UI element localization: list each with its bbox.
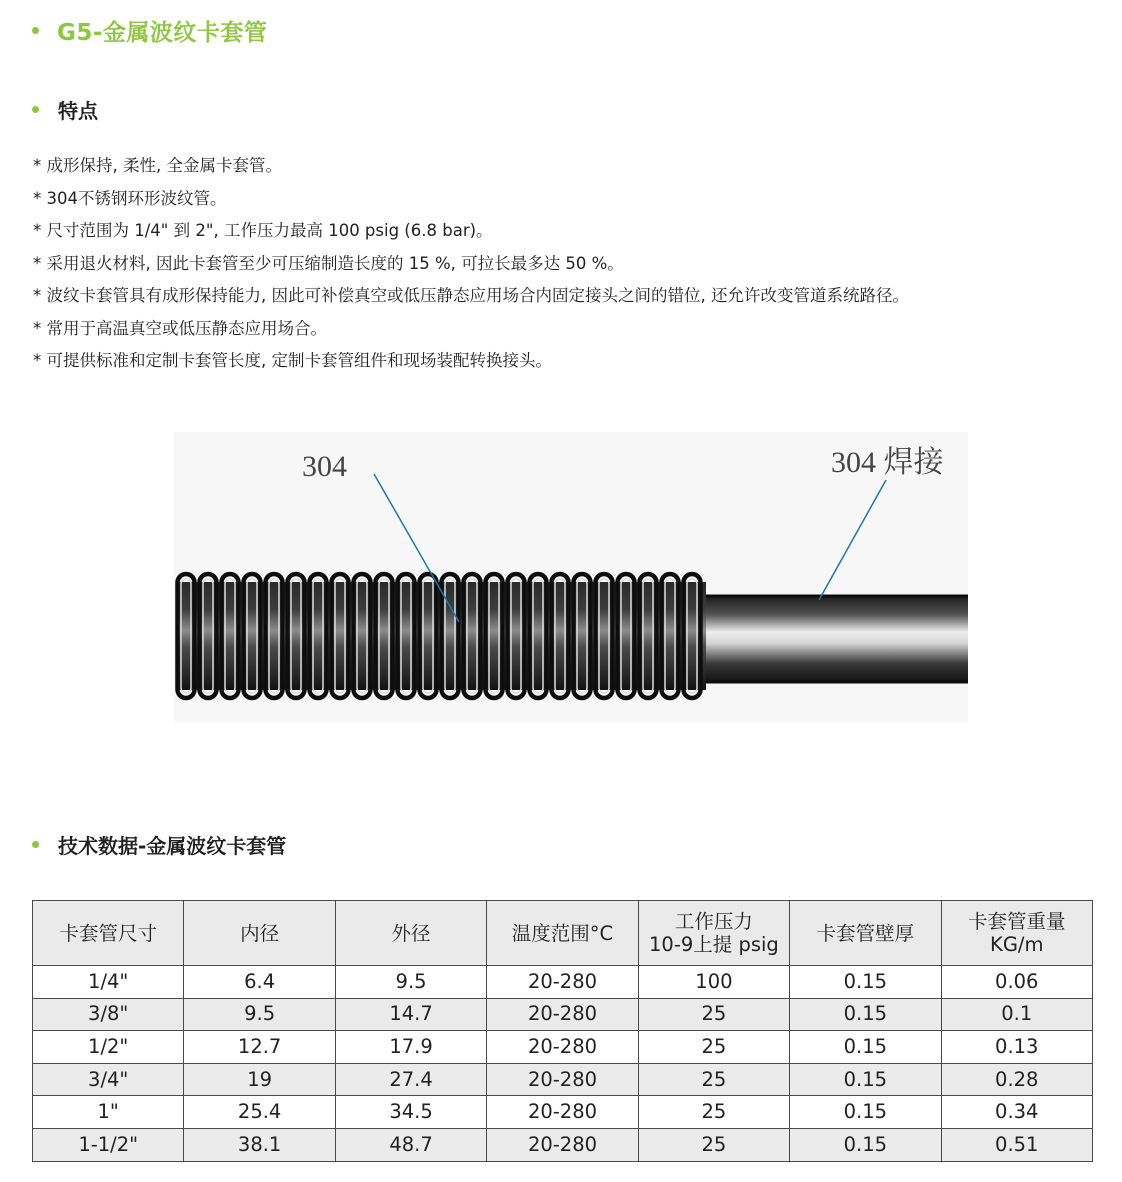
features-heading: 特点 <box>58 99 98 123</box>
corrugated-tube-diagram <box>174 432 968 722</box>
table-cell: 0.15 <box>790 998 941 1031</box>
feature-item: * 采用退火材料, 因此卡套管至少可压缩制造长度的 15 %, 可拉长最多达 50 %。 <box>33 253 624 273</box>
table-cell: 0.1 <box>941 998 1092 1031</box>
table-cell: 0.15 <box>790 966 941 999</box>
table-cell: 0.06 <box>941 966 1092 999</box>
table-cell: 0.15 <box>790 1031 941 1064</box>
tech-heading: 技术数据-金属波纹卡套管 <box>58 834 287 858</box>
table-cell: 20-280 <box>487 1031 638 1064</box>
table-cell: 100 <box>638 966 789 999</box>
table-cell: 1-1/2" <box>33 1128 184 1161</box>
feature-item: * 304不锈钢环形波纹管。 <box>33 188 227 208</box>
table-row <box>33 966 1093 999</box>
page-title-row <box>32 14 267 47</box>
table-cell: 25 <box>638 1096 789 1129</box>
table-cell: 1" <box>33 1096 184 1129</box>
column-header: 工作压力 10-9上提 psig <box>638 901 789 966</box>
table-row <box>33 1063 1093 1096</box>
table-row <box>33 1031 1093 1064</box>
table-cell: 20-280 <box>487 1096 638 1129</box>
feature-item: * 波纹卡套管具有成形保持能力, 因此可补偿真空或低压静态应用场合内固定接头之间的错位, 还允许改变管道系统路径。 <box>33 286 909 305</box>
table-cell: 1/2" <box>33 1031 184 1064</box>
feature-item: * 成形保持, 柔性, 全金属卡套管。 <box>33 156 282 175</box>
table-cell: 20-280 <box>487 998 638 1031</box>
table-cell: 34.5 <box>335 1096 486 1129</box>
column-header: 卡套管重量 KG/m <box>941 901 1092 966</box>
feature-item: * 可提供标准和定制卡套管长度, 定制卡套管组件和现场装配转换接头。 <box>33 351 552 370</box>
table-cell: 9.5 <box>184 998 335 1031</box>
table-body <box>33 966 1093 1162</box>
tech-heading-row <box>32 830 286 859</box>
table-row <box>33 1096 1093 1129</box>
column-header: 外径 <box>335 901 486 966</box>
table-cell: 0.15 <box>790 1096 941 1129</box>
table-row <box>33 998 1093 1031</box>
features-heading-row <box>32 95 98 124</box>
table-cell: 9.5 <box>335 966 486 999</box>
table-cell: 6.4 <box>184 966 335 999</box>
feature-item: * 尺寸范围为 1/4" 到 2", 工作压力最高 100 psig (6.8 bar)。 <box>33 221 493 240</box>
column-header: 内径 <box>184 901 335 966</box>
title-bullet <box>32 27 39 34</box>
table-row <box>33 1128 1093 1161</box>
table-cell: 20-280 <box>487 966 638 999</box>
label-304: 304 <box>302 450 347 483</box>
table-cell: 25 <box>638 1128 789 1161</box>
table-cell: 25 <box>638 1031 789 1064</box>
table-cell: 48.7 <box>335 1128 486 1161</box>
table-cell: 1/4" <box>33 966 184 999</box>
table-cell: 25 <box>638 998 789 1031</box>
table-cell: 3/8" <box>33 998 184 1031</box>
table-cell: 20-280 <box>487 1128 638 1161</box>
table-cell: 14.7 <box>335 998 486 1031</box>
table-cell: 25.4 <box>184 1096 335 1129</box>
table-cell: 3/4" <box>33 1063 184 1096</box>
features-list <box>33 150 909 378</box>
table-cell: 0.34 <box>941 1096 1092 1129</box>
table-cell: 38.1 <box>184 1128 335 1161</box>
column-header: 温度范围°C <box>487 901 638 966</box>
table-cell: 0.15 <box>790 1128 941 1161</box>
table-cell: 0.15 <box>790 1063 941 1096</box>
table-cell: 25 <box>638 1063 789 1096</box>
table-cell: 12.7 <box>184 1031 335 1064</box>
welded-tube-end <box>706 596 968 682</box>
tech-bullet <box>32 841 39 848</box>
features-bullet <box>32 106 39 113</box>
tech-data-table <box>32 900 1093 1162</box>
label-304-weld: 304 焊接 <box>831 446 944 479</box>
column-header: 卡套管尺寸 <box>33 901 184 966</box>
table-cell: 20-280 <box>487 1063 638 1096</box>
page-title: G5-金属波纹卡套管 <box>57 20 268 46</box>
column-header: 卡套管壁厚 <box>790 901 941 966</box>
table-cell: 19 <box>184 1063 335 1096</box>
table-cell: 27.4 <box>335 1063 486 1096</box>
table-cell: 0.51 <box>941 1128 1092 1161</box>
table-cell: 0.13 <box>941 1031 1092 1064</box>
table-cell: 0.28 <box>941 1063 1092 1096</box>
feature-item: * 常用于高温真空或低压静态应用场合。 <box>33 318 327 338</box>
table-cell: 17.9 <box>335 1031 486 1064</box>
table-header-row <box>33 901 1093 966</box>
